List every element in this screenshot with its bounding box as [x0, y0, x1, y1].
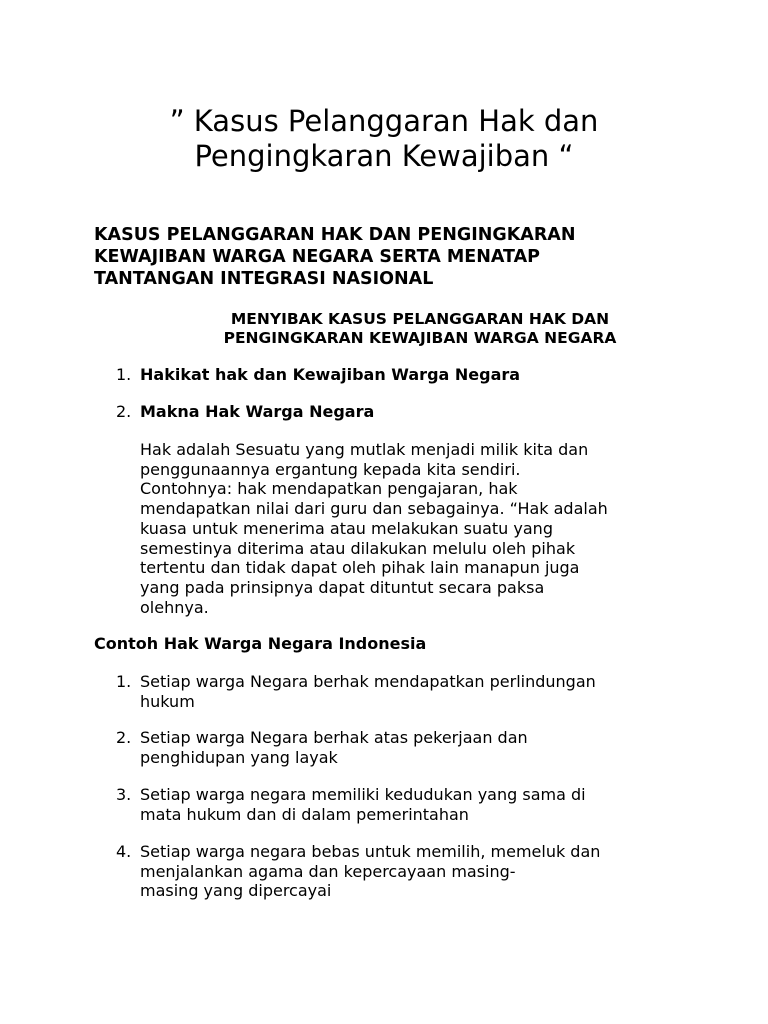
rights-list-item-3 — [116, 785, 696, 824]
list-text-line: hukum — [140, 691, 195, 711]
main-heading — [94, 224, 694, 290]
definition-paragraph — [140, 440, 680, 617]
paragraph-line: mendapatkan nilai dari guru dan sebagainya. “Hak adalah — [140, 499, 608, 519]
paragraph-line: yang pada prinsipnya dapat dituntut secara paksa — [140, 577, 545, 597]
list-number: 1. — [116, 672, 132, 691]
rights-list-item-4 — [116, 842, 696, 901]
subheading-line-2: PENGINGKARAN KEWAJIBAN WARGA NEGARA — [223, 329, 617, 347]
list-text-line: Setiap warga negara bebas untuk memilih, memeluk dan — [140, 842, 601, 861]
list-text-line: menjalankan agama dan kepercayaan masing- — [140, 861, 516, 881]
paragraph-line: tertentu dan tidak dapat oleh pihak lain manapun juga — [140, 558, 580, 578]
title-line-1: ” Kasus Pelanggaran Hak dan — [169, 104, 599, 138]
paragraph-line: kuasa untuk menerima atau melakukan suatu yang — [140, 518, 553, 538]
main-heading-line-3: TANTANGAN INTEGRASI NASIONAL — [94, 269, 434, 289]
paragraph-line: Hak adalah Sesuatu yang mutlak menjadi milik kita dan — [140, 440, 589, 459]
rights-list-item-2 — [116, 728, 696, 767]
document-title — [60, 104, 708, 174]
list-number: 3. — [116, 785, 132, 804]
subheading-line-1: MENYIBAK KASUS PELANGGARAN HAK DAN — [230, 310, 610, 328]
list-text-line: penghidupan yang layak — [140, 747, 338, 767]
list-number: 2. — [116, 728, 132, 747]
paragraph-line: olehnya. — [140, 597, 209, 617]
list-text-line: Setiap warga negara memiliki kedudukan yang sama di — [140, 785, 586, 804]
title-line-2: Pengingkaran Kewajiban “ — [194, 139, 574, 173]
main-heading-line-2: KEWAJIBAN WARGA NEGARA SERTA MENATAP — [94, 247, 540, 267]
paragraph-line: Contohnya: hak mendapatkan pengajaran, hak — [140, 479, 518, 499]
section-number: 2. — [116, 402, 132, 421]
section-item-1 — [116, 365, 676, 385]
list-text-line: masing yang dipercayai — [140, 881, 332, 900]
rights-examples-heading: Contoh Hak Warga Negara Indonesia — [94, 634, 427, 653]
section-title: Hakikat hak dan Kewajiban Warga Negara — [140, 365, 521, 384]
section-item-2 — [116, 402, 676, 422]
list-text-line: Setiap warga Negara berhak mendapatkan perlindungan — [140, 672, 596, 691]
main-heading-line-1: KASUS PELANGGARAN HAK DAN PENGINGKARAN — [94, 225, 576, 245]
paragraph-line: semestinya diterima atau dilakukan melulu oleh pihak — [140, 538, 576, 558]
list-text-line: mata hukum dan di dalam pemerintahan — [140, 804, 469, 824]
list-number: 4. — [116, 842, 132, 861]
section-number: 1. — [116, 365, 132, 384]
paragraph-line: penggunaannya ergantung kepada kita sendiri. — [140, 459, 521, 479]
subheading — [120, 310, 720, 348]
rights-list-item-1 — [116, 672, 696, 711]
list-text-line: Setiap warga Negara berhak atas pekerjaan dan — [140, 728, 528, 747]
section-title: Makna Hak Warga Negara — [140, 402, 375, 421]
